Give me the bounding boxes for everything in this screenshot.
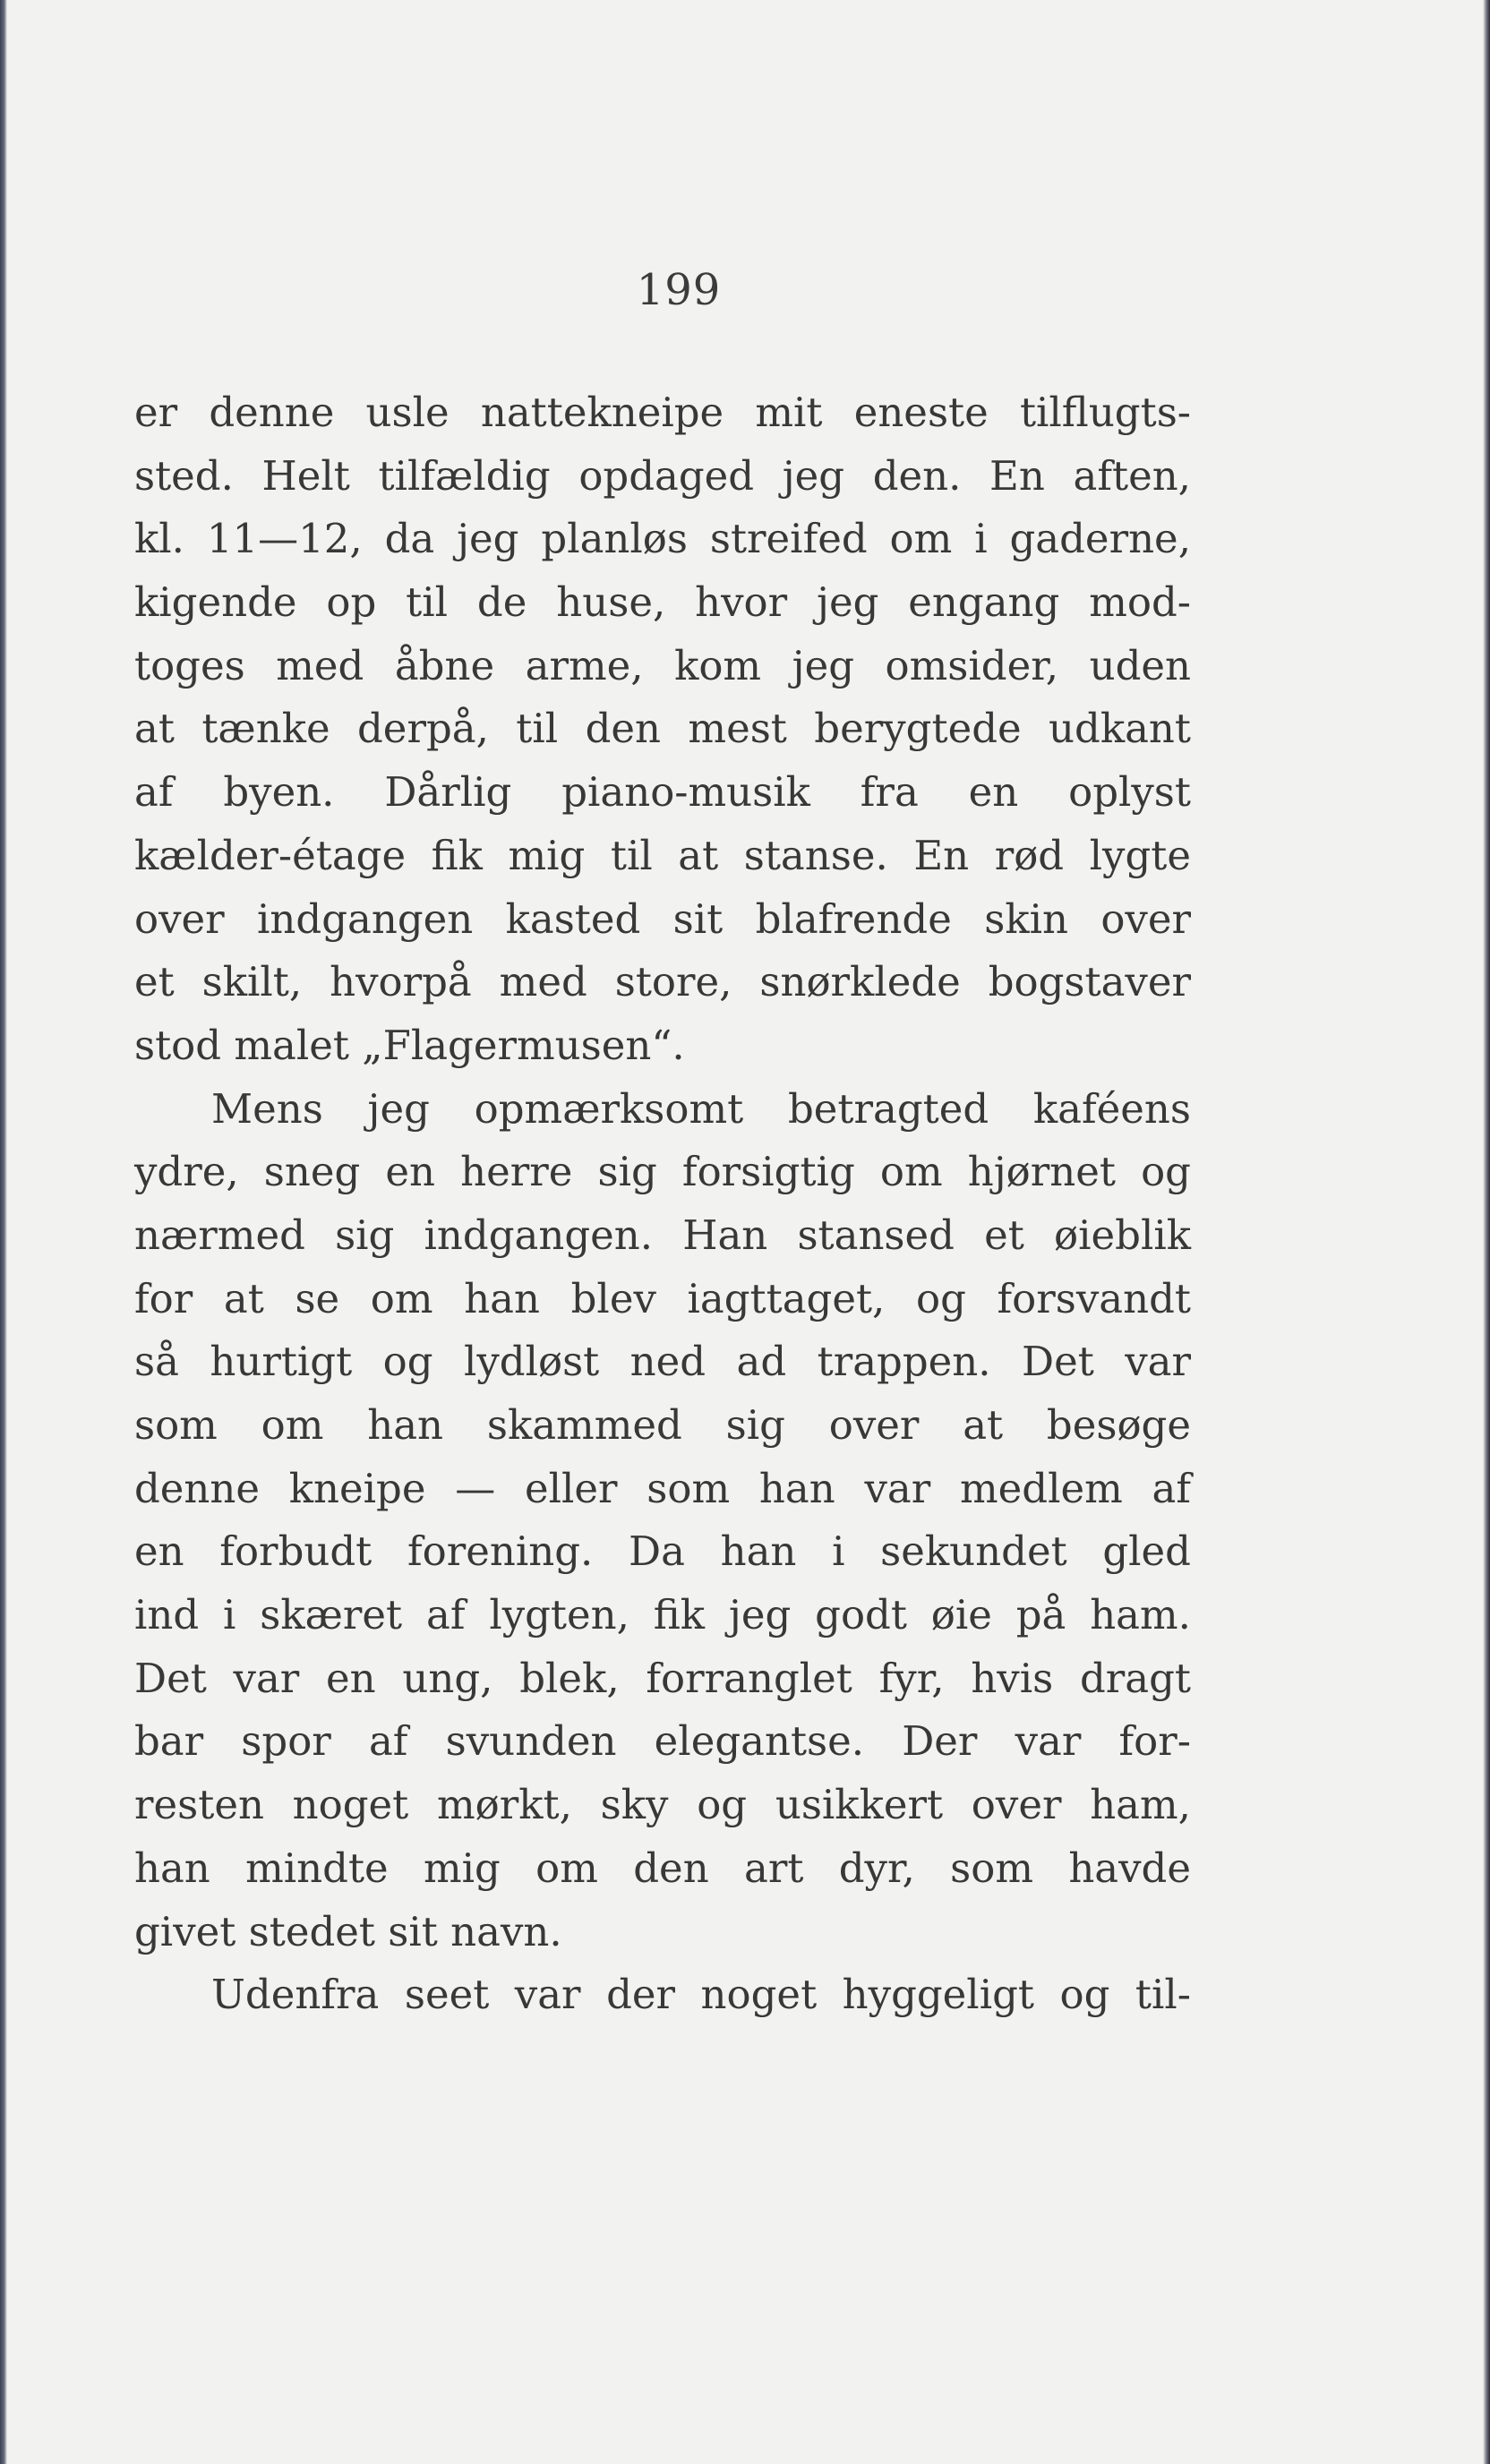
- text-line: nærmed sig indgangen. Han stansed et øieblik: [134, 1211, 1191, 1259]
- text-line: kigende op til de huse, hvor jeg engang mod-: [134, 578, 1191, 627]
- text-line: kælder-étage fik mig til at stanse. En rød lygte: [134, 831, 1191, 879]
- text-line: for at se om han blev iagttaget, og forsvandt: [134, 1274, 1191, 1322]
- text-line: ind i skæret af lygten, fik jeg godt øie på ham.: [134, 1591, 1191, 1639]
- text-line: sted. Helt tilfældig opdaged jeg den. En aften,: [134, 451, 1191, 500]
- page-right-edge: [1483, 0, 1490, 2464]
- text-line: som om han skammed sig over at besøge: [134, 1401, 1191, 1449]
- text-line: en forbudt forening. Da han i sekundet gled: [134, 1527, 1191, 1576]
- text-line: at tænke derpå, til den mest berygtede udkant: [134, 705, 1191, 753]
- text-line: af byen. Dårlig piano-musik fra en oplyst: [134, 768, 1191, 817]
- text-line: så hurtigt og lydløst ned ad trappen. Det var: [134, 1338, 1191, 1386]
- text-line: over indgangen kasted sit blafrende skin over: [134, 894, 1191, 943]
- text-line: han mindte mig om den art dyr, som havde: [134, 1844, 1191, 1892]
- text-line: er denne usle nattekneipe mit eneste tilflugts-: [134, 389, 1191, 436]
- text-line: bar spor af svunden elegantse. Der var for-: [134, 1717, 1191, 1766]
- paragraph-first-line: Udenfra seet var der noget hyggeligt og til-: [211, 1971, 1191, 2019]
- page-left-edge: [0, 0, 7, 2464]
- paragraph-first-line: Mens jeg opmærksomt betragted kaféens: [211, 1084, 1191, 1133]
- text-line: stod malet „Flagermusen“.: [134, 1021, 685, 1069]
- text-line: resten noget mørkt, sky og usikkert over ham,: [134, 1781, 1191, 1829]
- text-line: kl. 11—12, da jeg planløs streifed om i gaderne,: [134, 515, 1191, 563]
- text-line: denne kneipe — eller som han var medlem af: [134, 1464, 1191, 1512]
- body-text: [134, 381, 1191, 2027]
- text-line: givet stedet sit navn.: [134, 1907, 562, 1955]
- text-line: et skilt, hvorpå med store, snørklede bogstaver: [134, 958, 1191, 1006]
- text-line: ydre, sneg en herre sig forsigtig om hjørnet og: [134, 1148, 1191, 1196]
- text-line: Det var en ung, blek, forranglet fyr, hvis dragt: [134, 1654, 1191, 1702]
- page-number: 199: [636, 265, 722, 315]
- text-line: toges med åbne arme, kom jeg omsider, uden: [134, 641, 1191, 689]
